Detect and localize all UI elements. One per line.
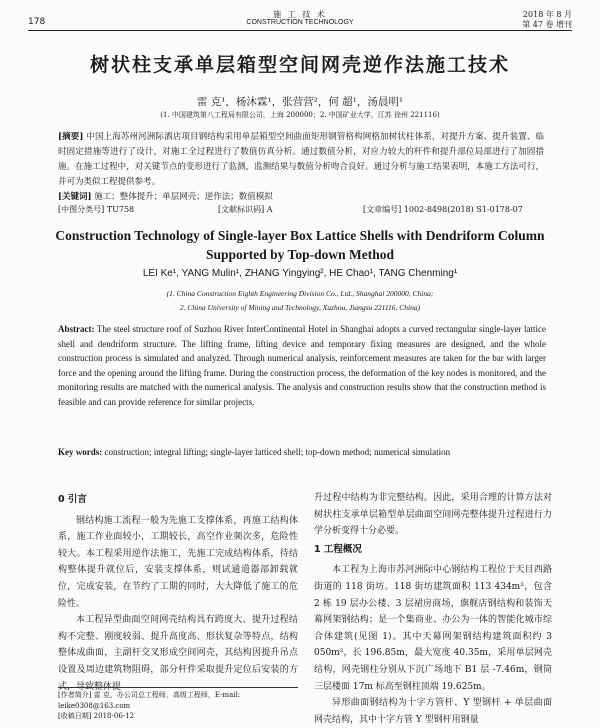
affiliation-en-2: 2. China University of Mining and Technology, Xuzhou, Jiangsu 221116, China)	[179, 303, 421, 312]
affiliation-en-1: (1. China Construction Eighth Engineering Division Co., Ltd., Shanghai 200000, China;	[166, 289, 434, 298]
abstract-cn-text: 中国上海苏州河洲际酒店项目钢结构采用单层箱型空间曲面矩形钢管格构网格加树状柱体系，对提升方案、提升装置、临时固定措施等进行了设计，对施工全过程进行了数值仿真分析。通过数值分析，对应力较大的杆件和提升部位局部进行了加固措施。在施工过程中，对关键节点的变形进行了监测，监测结果与数值分析吻合良好。通过分析与施工结果表明，本施工方法可行，并可为类似工程提供参考。	[58, 132, 545, 187]
overview-paragraph-1: 本工程为上海市苏河洲际中心钢结构工程位于天目西路街道的 118 街坊。118 街坊建筑面积 113 434m²，包含 2 栋 19 层办公楼、3 层裙房商场，旗舰店钢结构和装饰天幕网架钢结构；是一个集商业、办公为一体的智能化城市综合体建筑(见图 1)。其中天幕网架钢结构建筑面积约 3 050m²，长 196.85m，最大宽度 40.35m，采用单层网壳结构，网壳钢柱分别从下沉广场地下 B1 层 -7.46m，钢筒三层楼面 17m 标高至钢柱顶端 19.625m。	[314, 565, 552, 692]
intro-paragraph-continued: 升过程中结构为非完整结构。因此，采用合理的计算方法对树状柱支承单层箱型单层曲面空间网壳整体提升过程进行力学分析变得十分必要。	[314, 493, 552, 537]
received-date: [收稿日期] 2018-06-12	[58, 712, 135, 720]
section-heading-project-overview: 1 工程概况	[314, 543, 362, 555]
keywords-en-text: construction; integral lifting; single-layer latticed shell; top-down method; numerical simulation	[104, 447, 451, 457]
header-rule	[28, 30, 572, 31]
article-number: [文章编号] 1002-8498(2018) S1-0178-07	[363, 205, 523, 214]
abstract-en-text: The steel structure roof of Suzhou River InterContinental Hotel in Shanghai adopts a curved rectangular single-layer lattice shell and dendriform structure. The lifting frame, lifting device and temporary fixing measures are designed, and the whole construction process is simulated and analyzed. Through numerical analysis, reinforcement measures are taken for the bar with larger force and the opening around the lifting frame. During the construction process, the deformation of the key nodes is monitored, and the monitoring results are matched with the numerical analysis. The analysis and construction results show that the construction method is feasible and can provide reference for similar projects.	[58, 324, 546, 407]
clc-number: [中图分类号] TU758	[58, 205, 135, 214]
keywords-en	[58, 445, 546, 459]
section-heading-introduction: 0 引言	[58, 494, 87, 505]
keywords-cn-label: [关键词]	[58, 192, 92, 202]
authors-en: LEI Ke¹, YANG Mulin¹, ZHANG Yingying², HE Chao¹, TANG Chenming¹	[142, 268, 458, 279]
left-column	[58, 490, 298, 695]
journal-name-en: CONSTRUCTION TECHNOLOGY	[246, 19, 354, 26]
footnote	[58, 687, 298, 722]
intro-paragraph-1: 钢结构施工流程一般为先施工支撑体系，再施工结构体系，施工作业面较小，工期较长，高空作业频次多，危险性较大。本工程采用逆作法施工，先施工完成结构体系，待结构整体提升就位后，安装支撑体系，则试通道器部卸载就位，完成安装，在节约了工期的同时，大大降低了施工的危险性。	[58, 515, 298, 609]
overview-paragraph-2: 异形曲面钢结构为十字方管杆、Y 型钢杆 + 单层曲面网壳结构，其中十字方管 Y 型钢杆用钢量	[314, 698, 552, 725]
abstract-cn-label: [摘要]	[58, 132, 84, 142]
abstract-cn	[58, 130, 544, 205]
abstract-en	[58, 322, 546, 409]
footnote-rule	[58, 687, 298, 688]
abstract-en-label: Abstract:	[58, 324, 95, 334]
page-number: 178	[28, 17, 46, 27]
title-cn: 树状柱支承单层箱型空间网壳逆作法施工技术	[89, 54, 510, 76]
volume: 第 47 卷 增刊	[522, 20, 572, 29]
intro-paragraph-2: 本工程异型曲面空间网壳结构具有跨度大、提升过程结构不完整、刚度较弱、提升高度高、形状复杂等特点，结构整体成曲面，主副杆交叉形成空间网壳，其结构因提升吊点设置及周边建筑物阻碍，部分杆件采取提升定位后安装的方式，导致整体提	[58, 615, 298, 692]
authors-cn: 雷 克¹，杨沐霖¹，张营营²，何 超¹，汤晨明¹	[196, 96, 404, 108]
author-bio: [作者简介] 雷 克，办公司总工程师，高级工程师，E-mail: leike0308@163.com	[58, 691, 241, 710]
affiliation-cn: (1. 中国建筑第八工程局有限公司，上海 200000；2. 中国矿业大学，江苏 徐州 221116)	[160, 111, 440, 119]
page-header	[28, 8, 572, 30]
right-column	[314, 490, 552, 728]
issue-date: 2018 年 8 月	[522, 10, 572, 19]
title-en: Construction Technology of Single-layer Box Lattice Shells with Dendriform Column Supported by Top-down Method	[55, 228, 545, 262]
affiliations-en	[60, 287, 540, 315]
keywords-cn-text: 施工；整体提升；单层网壳；逆作法；数值模拟	[94, 192, 273, 202]
document-code: [文献标识码] A	[218, 205, 273, 214]
keywords-en-label: Key words:	[58, 447, 103, 457]
journal-name-cn: 施 工 技 术	[273, 10, 327, 19]
